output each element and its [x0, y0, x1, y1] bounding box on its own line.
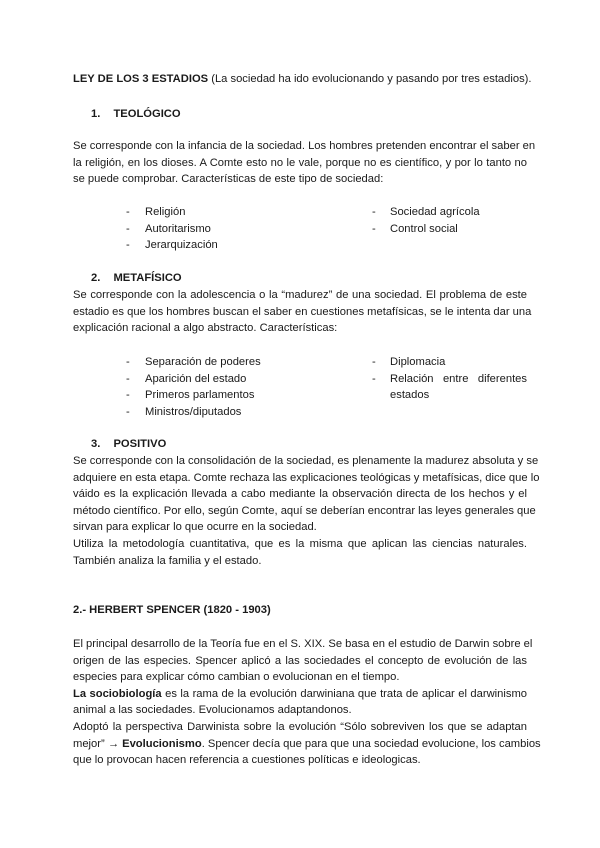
- paragraph-line: método científico. Por ello, según Comte, aquí se deberían encontrar las leyes generales que: [73, 504, 536, 517]
- bullet-dash: -: [126, 356, 130, 368]
- title-bold: LEY DE LOS 3 ESTADIOS: [73, 73, 209, 85]
- paragraph-line: El principal desarrollo de la Teoría fue en el S. XIX. Se basa en el estudio de Darwin sobre el: [73, 638, 533, 650]
- bullet-dash: -: [126, 389, 130, 402]
- paragraph-line: Se corresponde con la infancia de la sociedad. Los hombres pretenden encontrar el saber en: [73, 140, 536, 152]
- section-3-number: 3.: [91, 438, 101, 450]
- evolucionismo-term: Evolucionismo: [122, 737, 202, 750]
- paragraph-line: sirvan para explicar lo que ocurre en la sociedad.: [73, 521, 317, 534]
- bullet-dash: -: [372, 372, 376, 385]
- paragraph-line: Se corresponde con la consolidación de la sociedad, es plenamente la madurez absoluta y se: [73, 455, 539, 467]
- section-3-title: POSITIVO: [113, 438, 167, 450]
- section-1-heading: [91, 108, 181, 120]
- paragraph-line: que lo provocan hacen referencia a cuestiones políticas e ideologicas.: [73, 754, 421, 767]
- bullet-dash: -: [126, 372, 130, 385]
- sociobiologia-line: [73, 686, 527, 703]
- section-3-heading: [91, 438, 166, 450]
- list-item: Religión: [145, 206, 186, 218]
- spencer-heading: 2.- HERBERT SPENCER (1820 - 1903): [73, 604, 271, 616]
- section-2-paragraph: [73, 287, 532, 337]
- list-item: Autoritarismo: [145, 222, 211, 235]
- list-item: Ministros/diputados: [145, 405, 242, 418]
- list-item: Separación de poderes: [145, 356, 261, 368]
- list-item: Primeros parlamentos: [145, 389, 255, 402]
- paragraph-line: animal a las sociedades. Evolucionamos adaptandonos.: [73, 704, 352, 717]
- title-rest: (La sociedad ha ido evolucionando y pasando por tres estadios).: [208, 73, 532, 85]
- paragraph-line: También analiza la familia y el estado.: [73, 554, 262, 567]
- list-item: Diplomacia: [390, 356, 446, 368]
- section-1-title: TEOLÓGICO: [113, 108, 181, 120]
- sociobiologia-rest: es la rama de la evolución darwiniana que trata de aplicar el darwinismo: [161, 687, 528, 700]
- spencer-paragraph: [73, 636, 541, 769]
- bullet-dash: -: [126, 405, 130, 418]
- section-1-number: 1.: [91, 108, 101, 120]
- paragraph-line: váido es la explicación llevada a cabo mediante la observación directa de los hechos y el: [73, 488, 527, 501]
- bullet-dash: -: [372, 206, 376, 218]
- bullet-dash: -: [372, 222, 376, 235]
- evolucionismo-rest: . Spencer decía que para que una sociedad evolucione, los cambios: [201, 737, 541, 750]
- section-2-heading: [91, 272, 182, 284]
- title-line: [73, 71, 532, 88]
- list-item: Sociedad agrícola: [390, 206, 480, 218]
- paragraph-line: estadio es que los hombres buscan el saber en cuestiones metafísicas, se le intenta dar una: [73, 305, 532, 318]
- section-2-number: 2.: [91, 272, 101, 284]
- list-item-continued: estados: [390, 389, 430, 402]
- section-3-paragraph: [73, 453, 540, 569]
- bullet-dash: -: [126, 206, 130, 218]
- evolucionismo-line: [73, 736, 541, 753]
- list-item: Jerarquización: [145, 239, 218, 252]
- paragraph-line: origen de las especies. Spencer aplicó a las sociedades el concepto de evolución de las: [73, 654, 527, 667]
- list-item: Relación entre diferentes: [390, 372, 527, 385]
- list-item: Aparición del estado: [145, 372, 247, 385]
- bullet-dash: -: [126, 222, 130, 235]
- paragraph-line: especies para explicar cómo cambian o evolucionan en el tiempo.: [73, 671, 400, 684]
- paragraph-line: adquiere en esta etapa. Comte rechaza las explicaciones teológicas y metafísicas, dice que lo: [73, 471, 540, 484]
- list-item: Control social: [390, 222, 458, 235]
- paragraph-line: Adoptó la perspectiva Darwinista sobre la evolución “Sólo sobreviven los que se adaptan: [73, 720, 527, 733]
- paragraph-line: se puede comprobar. Características de este tipo de sociedad:: [73, 173, 384, 186]
- paragraph-line: la religión, en los dioses. A Comte esto no le vale, porque no es científico, y por lo tanto no: [73, 156, 527, 169]
- bullet-dash: -: [372, 356, 376, 368]
- section-1-paragraph: [73, 138, 536, 188]
- bullet-dash: -: [126, 239, 130, 252]
- paragraph-line: Utiliza la metodología cuantitativa, que es la misma que aplican las ciencias naturales.: [73, 537, 527, 550]
- evolucionismo-pre: mejor”: [73, 737, 108, 750]
- paragraph-line: Se corresponde con la adolescencia o la “madurez” de una sociedad. El problema de este: [73, 289, 527, 301]
- arrow-right-icon: →: [107, 737, 119, 750]
- section-2-title: METAFÍSICO: [113, 272, 182, 284]
- sociobiologia-term: La sociobiología: [73, 687, 162, 700]
- paragraph-line: explicación racional a algo abstracto. Características:: [73, 322, 338, 335]
